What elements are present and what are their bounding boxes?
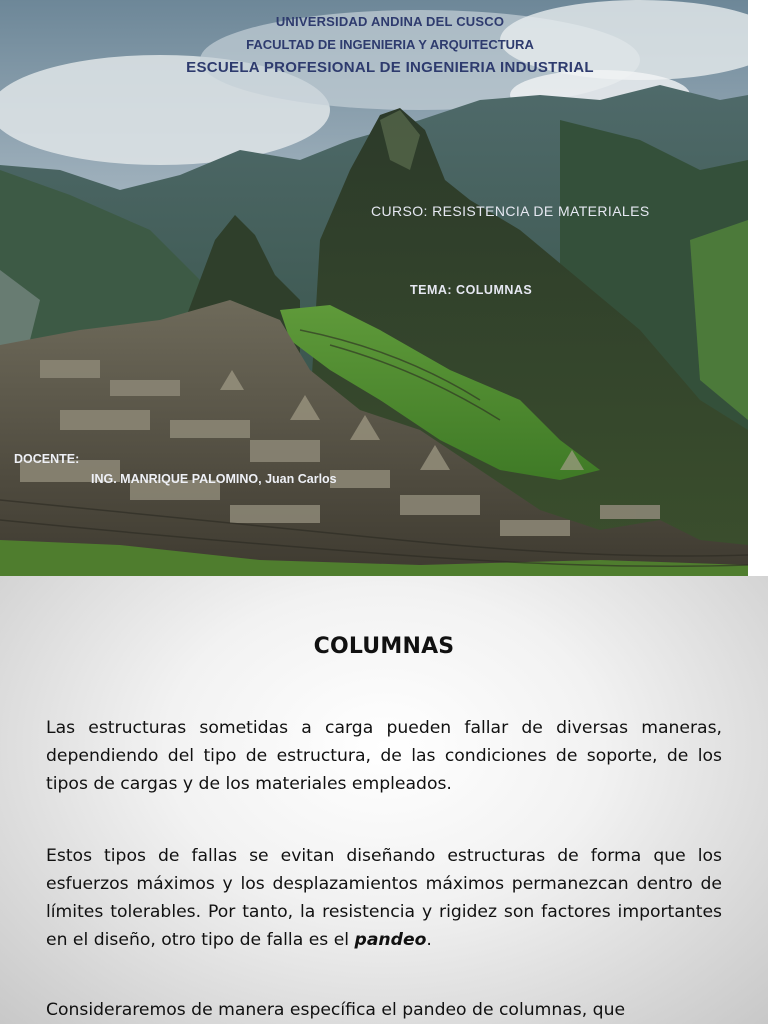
paragraph-2-text: Estos tipos de fallas se evitan diseñando estructuras de forma que los esfuerzos máximos y los desplazamientos máximos permanezcan dentro de límites tolerables. Por tanto, la resistencia y rigidez son factores importantes en el diseño, otro tipo de falla es el [46, 846, 722, 950]
teacher-label: DOCENTE: [14, 452, 80, 466]
content-slide [0, 576, 768, 1024]
faculty-name: FACULTAD DE INGENIERIA Y ARQUITECTURA [246, 37, 534, 52]
slide-title: COLUMNAS [313, 634, 455, 659]
teacher-name: ING. MANRIQUE PALOMINO, Juan Carlos [91, 472, 337, 486]
school-name: ESCUELA PROFESIONAL DE INGENIERIA INDUSTRIAL [186, 59, 594, 76]
university-name: UNIVERSIDAD ANDINA DEL CUSCO [275, 14, 505, 29]
page-margin [748, 0, 768, 576]
paragraph-2 [46, 842, 722, 954]
course-title: CURSO: RESISTENCIA DE MATERIALES [371, 203, 650, 219]
paragraph-3: Consideraremos de manera específica el pandeo de columnas, que [46, 1000, 626, 1020]
topic-title: TEMA: COLUMNAS [410, 283, 533, 297]
paragraph-2-end: . [426, 930, 432, 950]
pandeo-emphasis: pandeo [354, 930, 427, 950]
paragraph-1: Las estructuras sometidas a carga pueden fallar de diversas maneras, dependiendo del tipo de estructura, de las condiciones de soporte, de los tipos de cargas y de los materiales empleados. [46, 718, 722, 794]
